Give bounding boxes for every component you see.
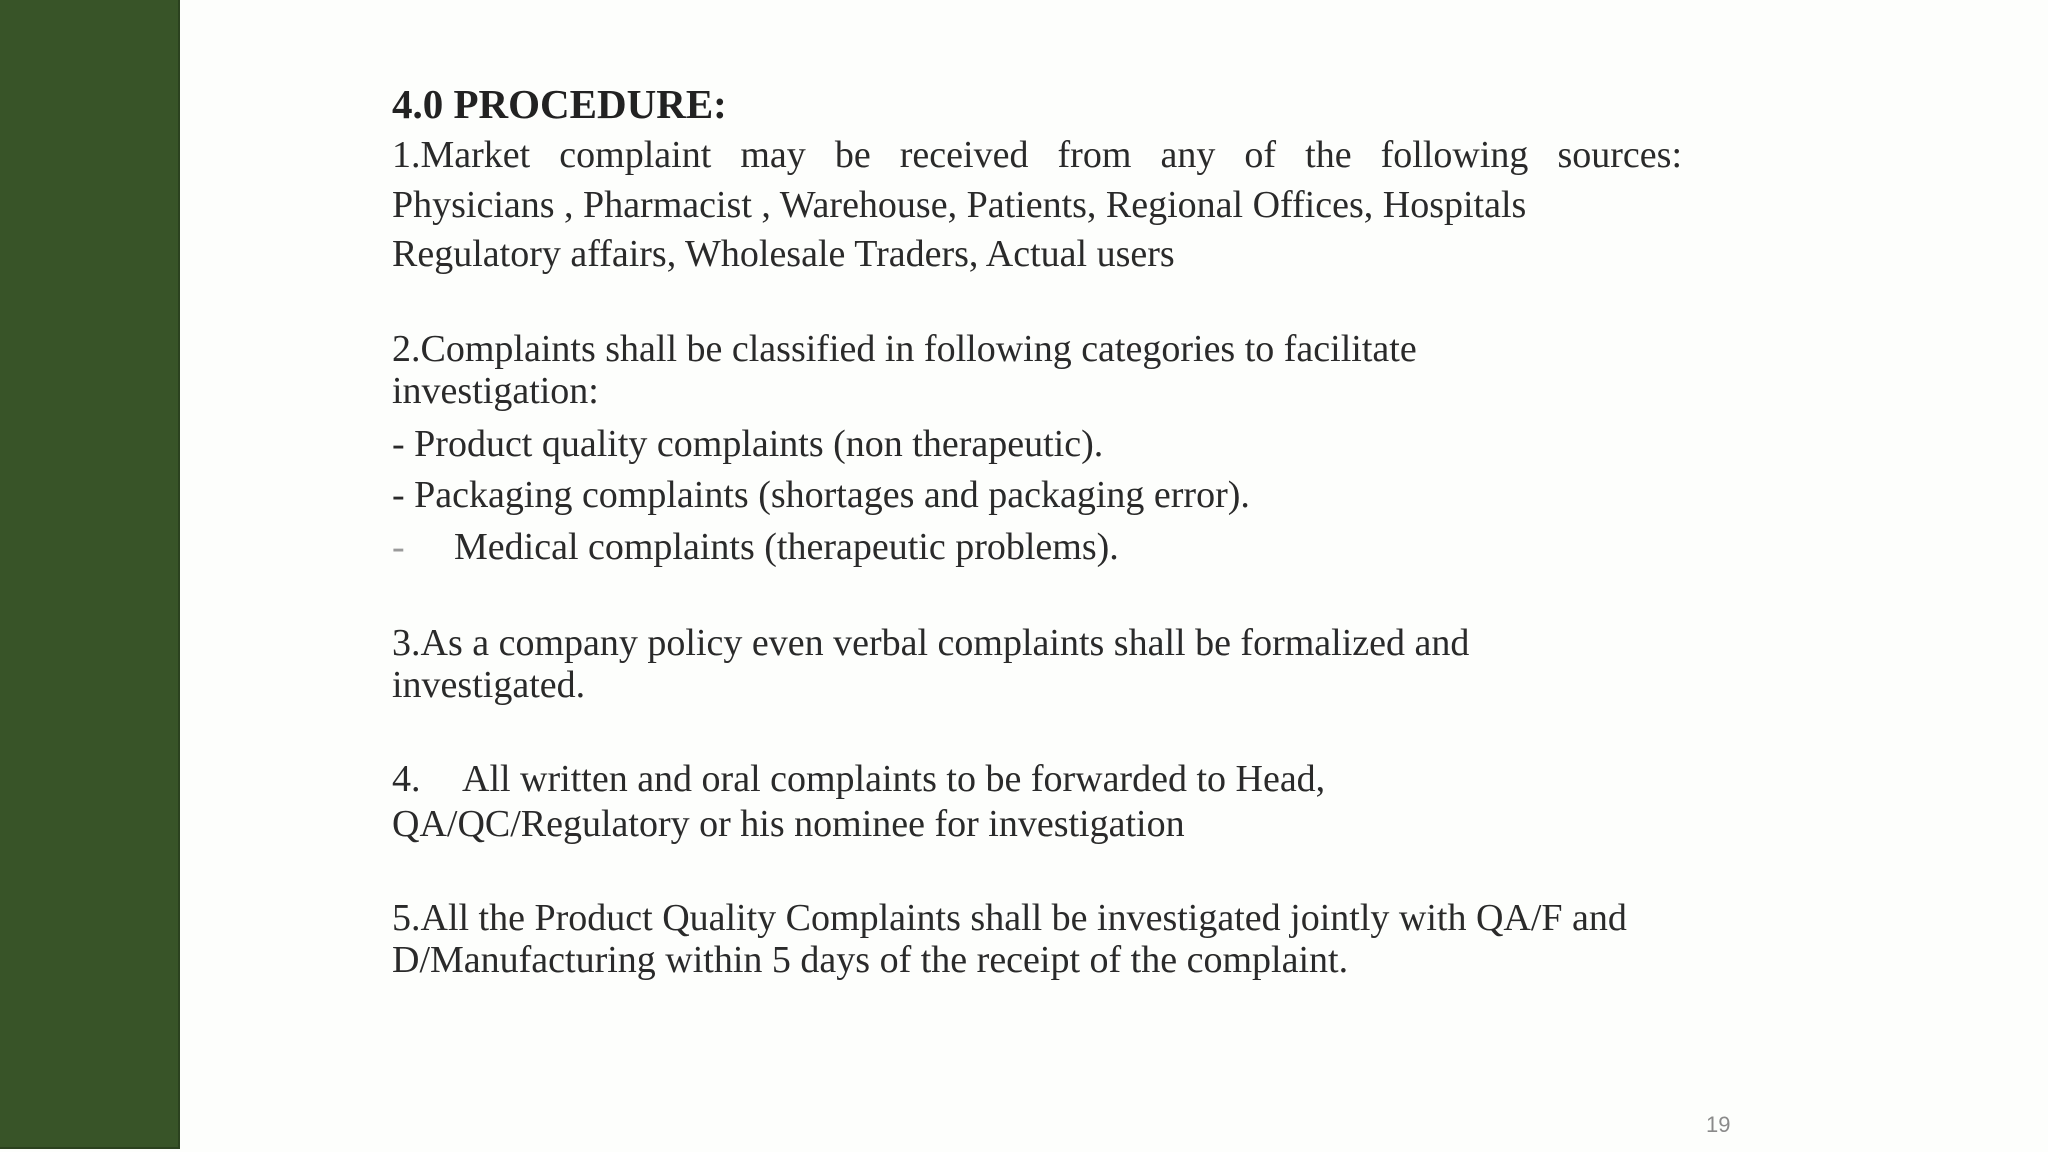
item-4-line-2: QA/QC/Regulatory or his nominee for investigation: [392, 803, 1185, 846]
page-number: 19: [1706, 1112, 1731, 1137]
item-5-text: 5.All the Product Quality Complaints shall be investigated jointly with QA/F and D/Manufacturing within 5 days of the receipt of the complaint.: [392, 896, 1627, 981]
item-1-line-1: 1.Market complaint may be received from any of the following sources:: [392, 134, 1682, 177]
item-2-bullet-3: [392, 522, 1682, 573]
item-5: [392, 898, 1682, 982]
item-2-intro: 2.Complaints shall be classified in following categories to facilitate investigation:: [392, 328, 1417, 413]
item-3: [392, 623, 1682, 707]
item-3-text: 3.As a company policy even verbal complaints shall be formalized and investigated.: [392, 621, 1470, 706]
item-4: [392, 757, 1682, 848]
item-2-bullet-2: - Packaging complaints (shortages and packaging error).: [392, 474, 1250, 517]
slide-content: [392, 78, 1682, 981]
section-heading: 4.0 PROCEDURE:: [392, 81, 727, 127]
item-4-number: 4.: [392, 757, 421, 800]
item-1-line-2: Physicians , Pharmacist , Warehouse, Patients, Regional Offices, Hospitals: [392, 183, 1527, 226]
bullet-dash: -: [392, 525, 405, 568]
sidebar-accent-bar: [0, 0, 180, 1149]
item-2: [392, 329, 1682, 572]
item-1-line-3: Regulatory affairs, Wholesale Traders, Actual users: [392, 233, 1175, 276]
item-4-text: All written and oral complaints to be forwarded to Head,: [462, 757, 1326, 800]
item-4-line-1: [392, 757, 1682, 803]
item-2-bullet-1: - Product quality complaints (non therapeutic).: [392, 423, 1104, 466]
item-1: [392, 131, 1682, 279]
item-2-bullet-3-text: Medical complaints (therapeutic problems).: [454, 525, 1119, 568]
